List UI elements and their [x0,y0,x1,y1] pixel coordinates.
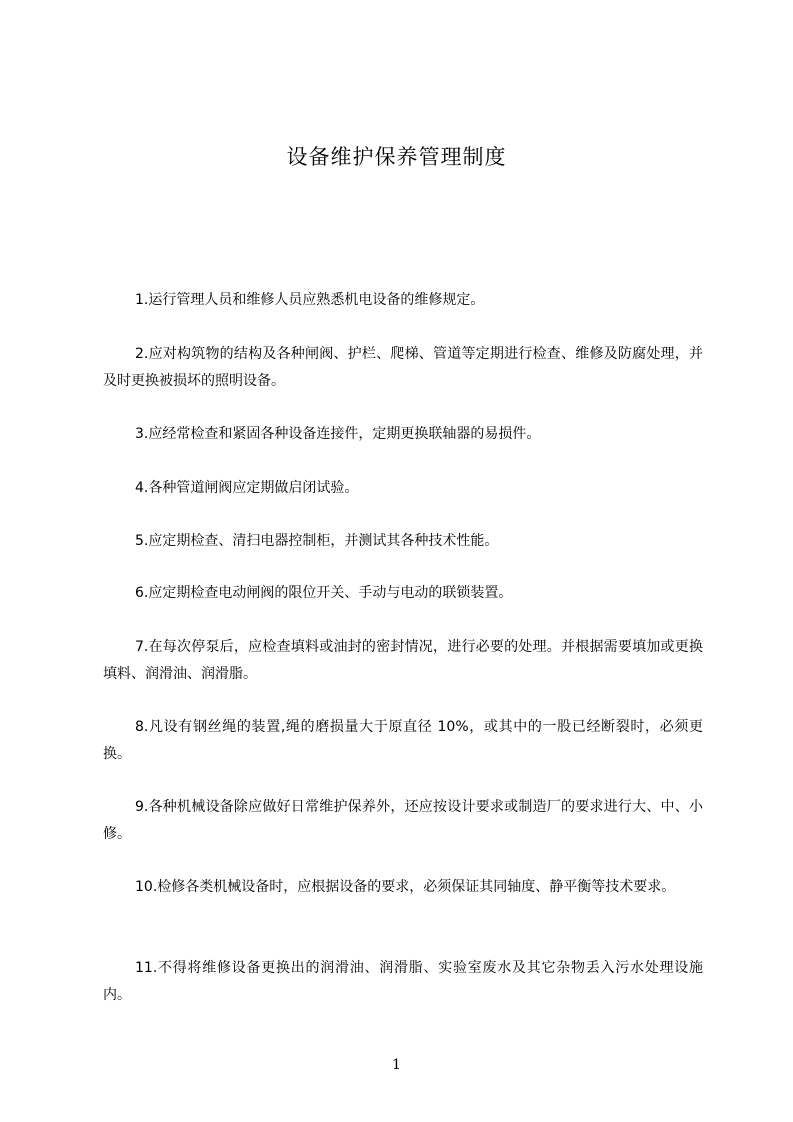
clause-9: 9.各种机械设备除应做好日常维护保养外，还应按设计要求或制造厂的要求进行大、中、小修。 [103,799,703,842]
clause-11: 11.不得将维修设备更换出的润滑油、润滑脂、实验室废水及其它杂物丢入污水处理设施内。 [103,960,703,1003]
document-title: 设备维护保养管理制度 [286,145,507,169]
clause-4: 4.各种管道闸阀应定期做启闭试验。 [135,480,359,496]
clause-1: 1.运行管理人员和维修人员应熟悉机电设备的维修规定。 [135,292,485,308]
clause-5: 5.应定期检查、清扫电器控制柜，并测试其各种技术性能。 [135,533,499,549]
clause-7: 7.在每次停泵后，应检查填料或油封的密封情况，进行必要的处理。并根据需要填加或更换填料、润滑油、润滑脂。 [103,639,703,682]
clause-8: 8.凡设有钢丝绳的装置,绳的磨损量大于原直径 10%，或其中的一股已经断裂时，必须更换。 [103,719,703,762]
clause-6: 6.应定期检查电动闸阀的限位开关、手动与电动的联锁装置。 [135,585,513,601]
clause-10: 10.检修各类机械设备时，应根据设备的要求，必须保证其同轴度、静平衡等技术要求。 [135,879,676,895]
clause-2: 2.应对构筑物的结构及各种闸阀、护栏、爬梯、管道等定期进行检查、维修及防腐处理，并及时更换被损坏的照明设备。 [103,346,703,389]
clause-3: 3.应经常检查和紧固各种设备连接件，定期更换联轴器的易损件。 [135,426,541,442]
page-number: 1 [392,1057,401,1073]
